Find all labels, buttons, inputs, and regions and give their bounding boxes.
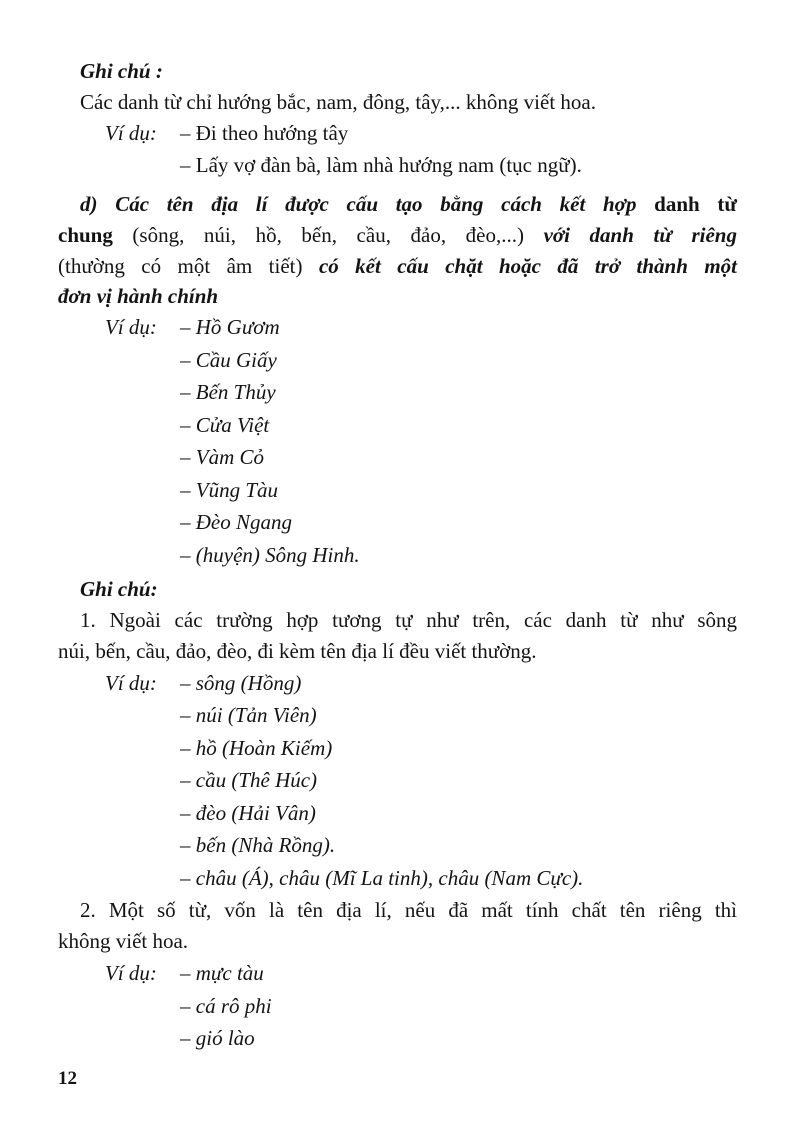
example-item: – gió lào — [180, 1026, 255, 1050]
rule-d-bold: chung — [58, 223, 113, 247]
rule-d-text: (thường có một âm tiết) — [58, 254, 319, 278]
note-heading: Ghi chú: — [80, 577, 158, 601]
rule-d-line — [80, 191, 737, 217]
example-item: – Vũng Tàu — [180, 478, 279, 502]
note-paragraph: núi, bến, cầu, đảo, đèo, đi kèm tên địa lí đều viết thường. — [58, 639, 537, 663]
note-heading: Ghi chú : — [80, 59, 163, 83]
example-item: – Lấy vợ đàn bà, làm nhà hướng nam (tục ngữ). — [180, 153, 582, 177]
example-label: Ví dụ: — [105, 671, 157, 695]
example-item: – bến (Nhà Rồng). — [180, 833, 336, 857]
example-item: – Cửa Việt — [180, 413, 270, 437]
note-text: Các danh từ chỉ hướng bắc, nam, đông, tây,... không viết hoa. — [80, 90, 596, 114]
example-item: – cá rô phi — [180, 994, 272, 1018]
example-item: – Cầu Giấy — [180, 348, 277, 372]
rule-d-bold: danh từ — [636, 192, 737, 216]
example-item: – (huyện) Sông Hinh. — [180, 543, 360, 567]
example-item: – sông (Hồng) — [180, 671, 302, 695]
example-label: Ví dụ: — [105, 121, 157, 145]
example-label: Ví dụ: — [105, 315, 157, 339]
example-item: – mực tàu — [180, 961, 264, 985]
page-number: 12 — [58, 1068, 77, 1089]
note-paragraph: 1. Ngoài các trường hợp tương tự như trên, các danh từ như sông — [80, 608, 737, 632]
rule-d-line: đơn vị hành chính — [58, 284, 219, 308]
example-item: – Đi theo hướng tây — [180, 121, 349, 145]
example-item: – hồ (Hoàn Kiếm) — [180, 736, 333, 760]
rule-d-line — [58, 222, 737, 248]
rule-d-emphasis: với danh từ riêng — [543, 223, 737, 247]
rule-d-emphasis: có kết cấu chặt hoặc đã trở thành một — [318, 254, 737, 278]
example-label: Ví dụ: — [105, 961, 157, 985]
example-item: – Hồ Gươm — [180, 315, 280, 339]
example-item: – núi (Tản Viên) — [180, 703, 317, 727]
note-paragraph: không viết hoa. — [58, 929, 189, 953]
rule-d-text: (sông, núi, hồ, bến, cầu, đảo, đèo,...) — [112, 223, 544, 247]
example-item: – châu (Á), châu (Mĩ La tinh), châu (Nam Cực). — [180, 866, 584, 890]
example-item: – Vàm Cỏ — [180, 445, 264, 469]
example-item: – đèo (Hải Vân) — [180, 801, 316, 825]
example-item: – cầu (Thê Húc) — [180, 768, 318, 792]
rule-d-line — [58, 253, 737, 279]
note-paragraph: 2. Một số từ, vốn là tên địa lí, nếu đã mất tính chất tên riêng thì — [80, 898, 737, 922]
example-item: – Đèo Ngang — [180, 510, 292, 534]
example-item: – Bến Thủy — [180, 380, 276, 404]
rule-d-emphasis: d) Các tên địa lí được cấu tạo bằng cách kết hợp — [80, 192, 637, 216]
